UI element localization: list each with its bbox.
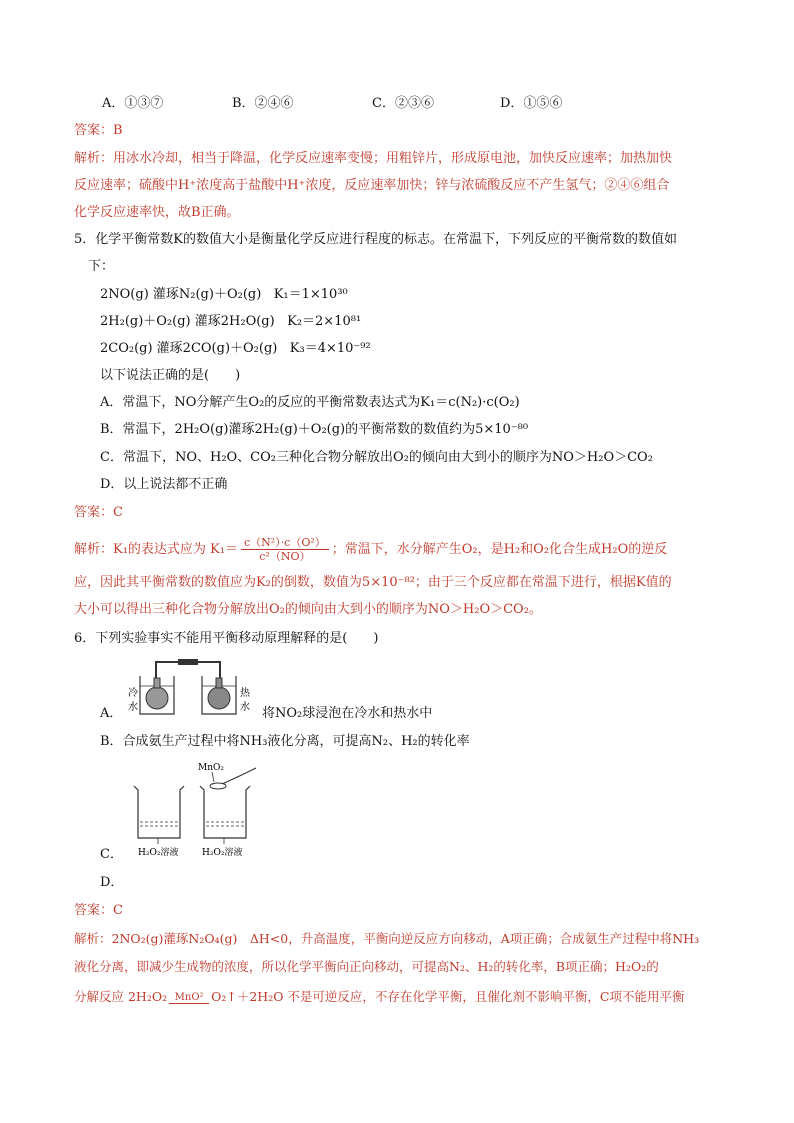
q6-option-a-label: A．: [100, 706, 123, 721]
q4-answer: 答案：B: [74, 123, 123, 138]
q5-stem-line-2: 下：: [88, 259, 115, 274]
q4-option-d: D．①⑤⑥: [500, 96, 563, 111]
q6-exp3-suffix: O₂↑＋2H₂O 不是可逆反应，不存在化学平衡，且催化剂不影响平衡，C项不能用平衡: [211, 989, 685, 1004]
q4-explanation-line-1: 解析：用冰水冷却，相当于降温，化学反应速率变慢；用粗锌片，形成原电池，加快反应速率；加热加快: [74, 151, 673, 166]
q5-option-d: D．以上说法都不正确: [100, 477, 228, 492]
q6-fig-a-cold-1: 冷: [128, 688, 138, 699]
q4-explanation-line-3: 化学反应速率快，故B正确。: [74, 205, 240, 220]
q4-option-c: C．②③⑥: [372, 96, 434, 111]
q6-fig-c-liquid-2: H₂O₂溶液: [202, 848, 243, 858]
q5-reaction-1-k: K₁＝1×10³⁰: [273, 287, 348, 302]
q6-stem: 6．下列实验事实不能用平衡移动原理解释的是( ): [74, 631, 379, 646]
q5-option-a: A．常温下，NO分解产生O₂的反应的平衡常数表达式为K₁＝c(N₂)·c(O₂): [100, 395, 520, 410]
q5-reaction-2-k: K₂＝2×10⁸¹: [287, 314, 362, 329]
q5-exp-prefix: 解析：K₁的表达式应为 K₁＝: [74, 542, 238, 557]
q5-reaction-2: [100, 313, 361, 331]
q6-option-d-label: D．: [100, 875, 124, 890]
q4-explanation-line-2: 反应速率；硫酸中H⁺浓度高于盐酸中H⁺浓度，反应速率加快；锌与浓硫酸反应不产生氢气；②④⑥组合: [74, 178, 670, 193]
q6-answer: 答案：C: [74, 903, 123, 918]
q6-fig-a-hot-1: 热: [240, 688, 250, 699]
q5-option-b: B．常温下，2H₂O(g)灌琢2H₂(g)＋O₂(g)的平衡常数的数值约为5×10⁻⁸⁰: [100, 422, 529, 437]
q5-reaction-1-eq: 2NO(g) 灌琢N₂(g)＋O₂(g): [100, 287, 262, 302]
q5-option-c: C．常温下，NO、H₂O、CO₂三种化合物分解放出O₂的倾向由大到小的顺序为NO＞H₂O＞CO₂: [100, 450, 653, 465]
q6-fig-a-hot-2: 水: [240, 702, 250, 713]
q6-explanation-line-3: [74, 988, 685, 1006]
q6-option-c-label: C．: [100, 847, 123, 862]
q5-explanation-line-1: [74, 536, 667, 563]
q6-figure-c: [130, 758, 270, 860]
q5-k1-fraction: [241, 536, 329, 563]
q6-catalyst-arrow: [169, 992, 209, 1004]
q6-option-a-text: 将NO₂球浸泡在冷水和热水中: [262, 706, 433, 721]
q5-prompt: 以下说法正确的是( ): [100, 368, 241, 383]
q6-explanation-line-2: 液化分离，即减少生成物的浓度，所以化学平衡向正向移动，可提高N₂、H₂的转化率，B项正确；H₂O₂的: [74, 959, 659, 974]
q5-reaction-3: [100, 340, 371, 358]
q5-reaction-3-eq: 2CO₂(g) 灌琢2CO(g)＋O₂(g): [100, 341, 278, 356]
q6-fig-c-mno2: MnO₂: [198, 763, 224, 773]
q6-catalyst-label: MnO²: [174, 991, 204, 1003]
q5-reaction-3-k: K₃＝4×10⁻⁹²: [289, 341, 371, 356]
q5-answer: 答案：C: [74, 505, 123, 520]
q6-explanation-line-1: 解析：2NO₂(g)灌琢N₂O₄(g) ΔH<0，升高温度，平衡向逆反应方向移动，A项正确；合成氨生产过程中将NH₃: [74, 931, 700, 946]
q5-reaction-1: [100, 286, 348, 304]
q5-frac-denominator: c²（NO）: [241, 549, 329, 563]
q4-option-b: B．②④⑥: [232, 96, 294, 111]
q5-exp-suffix: ；常温下，水分解产生O₂，是H₂和O₂化合生成H₂O的逆反: [331, 542, 668, 557]
q5-reaction-2-eq: 2H₂(g)＋O₂(g) 灌琢2H₂O(g): [100, 314, 275, 329]
q5-frac-numerator: c（N²）·c（O²）: [243, 536, 326, 549]
q5-explanation-line-3: 大小可以得出三种化合物分解放出O₂的倾向由大到小的顺序为NO＞H₂O＞CO₂。: [74, 602, 542, 617]
q6-fig-a-cold-2: 水: [128, 702, 138, 713]
q6-option-b: B．合成氨生产过程中将NH₃液化分离，可提高N₂、H₂的转化率: [100, 734, 470, 749]
q6-figure-a: [128, 656, 258, 718]
q5-explanation-line-2: 应，因此其平衡常数的数值应为K₂的倒数，数值为5×10⁻⁸²；由于三个反应都在常温下进行，根据K值的: [74, 575, 672, 590]
q5-stem-line-1: 5．化学平衡常数K的数值大小是衡量化学反应进行程度的标志。在常温下，下列反应的平衡常数的数值如: [74, 232, 677, 247]
q6-fig-c-liquid-1: H₂O₂溶液: [138, 848, 179, 858]
q6-exp3-prefix: 分解反应 2H₂O₂: [74, 989, 168, 1004]
q4-option-a: A．①③⑦: [102, 96, 164, 111]
